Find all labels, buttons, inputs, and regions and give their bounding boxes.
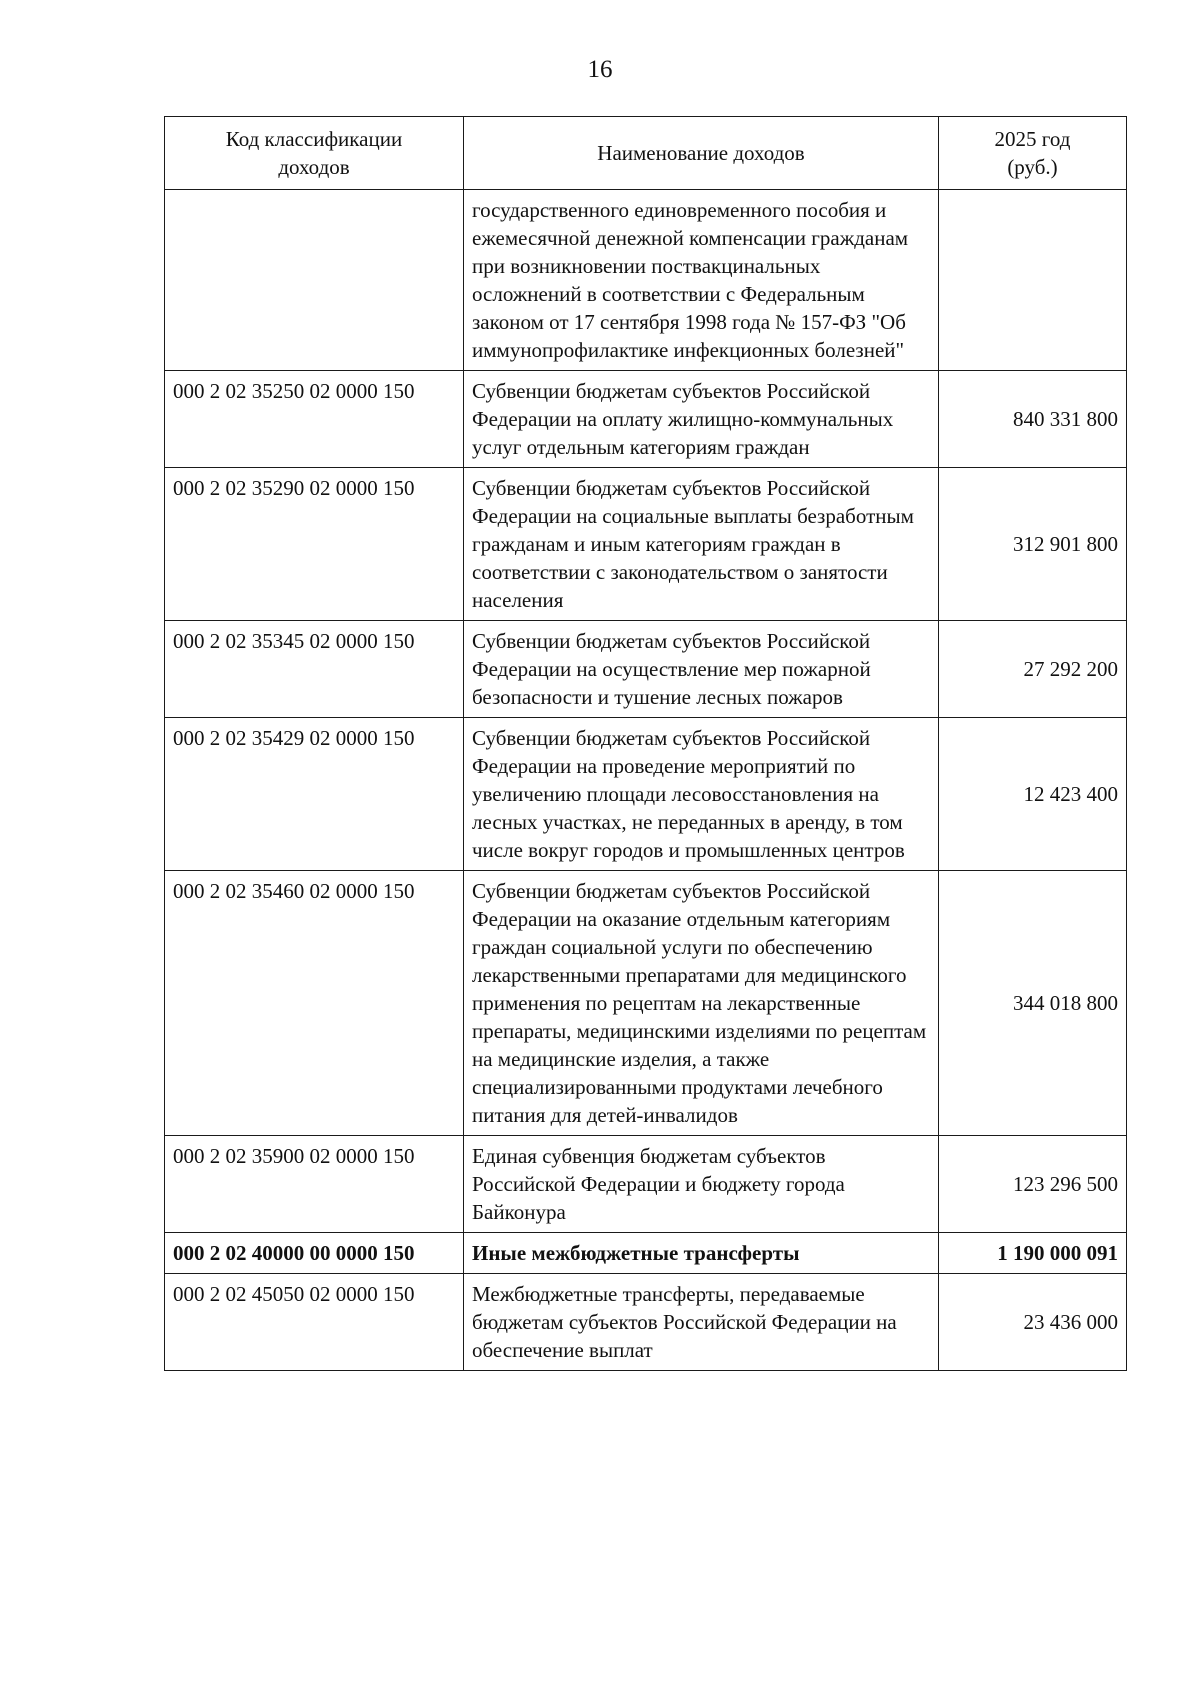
amount-cell: 344 018 800 [939,871,1127,1136]
table-body [165,190,1127,1371]
header-year-line-1: 2025 год [994,127,1071,151]
amount-cell: 23 436 000 [939,1274,1127,1371]
amount-cell: 840 331 800 [939,371,1127,468]
table-row [165,1136,1127,1233]
name-cell: государственного единовременного пособия и ежемесячной денежной компенсации гражданам при возникновении поствакцинальных осложнений в соответствии с Федеральным законом от 17 сентября 1998 года № 157-ФЗ "Об иммунопрофилактике инфекционных болезней" [464,190,939,371]
amount-cell: 1 190 000 091 [939,1233,1127,1274]
code-cell: 000 2 02 45050 02 0000 150 [165,1274,464,1371]
code-cell: 000 2 02 40000 00 0000 150 [165,1233,464,1274]
name-cell: Субвенции бюджетам субъектов Российской Федерации на социальные выплаты безработным гражданам и иным категориям граждан в соответствии с законодательством о занятости населения [464,468,939,621]
table-row [165,621,1127,718]
name-cell: Иные межбюджетные трансферты [464,1233,939,1274]
revenue-table [164,116,1127,1371]
code-cell: 000 2 02 35460 02 0000 150 [165,871,464,1136]
table-row [165,1233,1127,1274]
name-cell: Межбюджетные трансферты, передаваемые бюджетам субъектов Российской Федерации на обеспечение выплат [464,1274,939,1371]
name-cell: Субвенции бюджетам субъектов Российской Федерации на оказание отдельным категориям граждан социальной услуги по обеспечению лекарственными препаратами для медицинского применения по рецептам на лекарственные препараты, медицинскими изделиями по рецептам на медицинские изделия, а также специализированными продуктами лечебного питания для детей-инвалидов [464,871,939,1136]
header-year-line-2: (руб.) [1007,155,1058,179]
code-cell: 000 2 02 35345 02 0000 150 [165,621,464,718]
table-row [165,468,1127,621]
amount-cell: 12 423 400 [939,718,1127,871]
name-cell: Единая субвенция бюджетам субъектов Российской Федерации и бюджету города Байконура [464,1136,939,1233]
page-number: 16 [587,56,613,83]
code-cell: 000 2 02 35429 02 0000 150 [165,718,464,871]
code-cell: 000 2 02 35290 02 0000 150 [165,468,464,621]
table-row [165,871,1127,1136]
header-year [939,117,1127,190]
header-code [165,117,464,190]
table-row [165,190,1127,371]
table-row [165,718,1127,871]
amount-cell: 123 296 500 [939,1136,1127,1233]
header-code-line-2: доходов [278,155,350,179]
table-row [165,371,1127,468]
amount-cell: 312 901 800 [939,468,1127,621]
code-cell: 000 2 02 35900 02 0000 150 [165,1136,464,1233]
header-name: Наименование доходов [464,117,939,190]
name-cell: Субвенции бюджетам субъектов Российской Федерации на оплату жилищно-коммунальных услуг отдельным категориям граждан [464,371,939,468]
code-cell [165,190,464,371]
amount-cell [939,190,1127,371]
name-cell: Субвенции бюджетам субъектов Российской Федерации на проведение мероприятий по увеличению площади лесовосстановления на лесных участках, не переданных в аренду, в том числе вокруг городов и промышленных центров [464,718,939,871]
name-cell: Субвенции бюджетам субъектов Российской Федерации на осуществление мер пожарной безопасности и тушение лесных пожаров [464,621,939,718]
code-cell: 000 2 02 35250 02 0000 150 [165,371,464,468]
table-header-row [165,117,1127,190]
table-row [165,1274,1127,1371]
header-code-line-1: Код классификации [225,127,403,151]
amount-cell: 27 292 200 [939,621,1127,718]
